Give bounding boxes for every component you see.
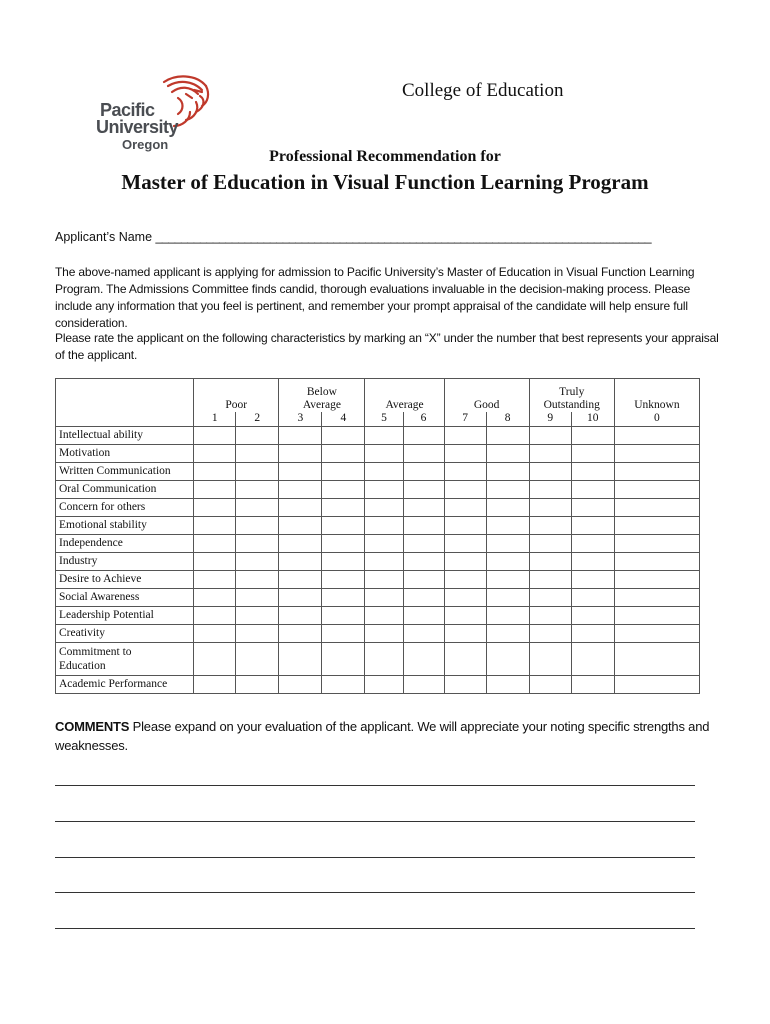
rating-cell[interactable]: [403, 676, 444, 694]
scale-number: 2: [236, 412, 279, 427]
group-header: Average: [365, 379, 444, 413]
rating-cell[interactable]: [194, 571, 236, 589]
scale-number: 5: [365, 412, 403, 427]
rating-cell[interactable]: [529, 625, 571, 643]
rating-cell[interactable]: [614, 481, 699, 499]
rating-cell[interactable]: [403, 463, 444, 481]
rating-cell[interactable]: [529, 517, 571, 535]
rating-cell[interactable]: [444, 625, 486, 643]
rating-cell[interactable]: [194, 643, 236, 676]
rating-cell[interactable]: [194, 553, 236, 571]
rating-cell[interactable]: [486, 427, 529, 445]
rating-cell[interactable]: [614, 445, 699, 463]
rating-cell[interactable]: [529, 571, 571, 589]
scale-number: 7: [444, 412, 486, 427]
logo-line-3: Oregon: [122, 137, 169, 152]
rating-row: [56, 589, 700, 607]
rating-cell[interactable]: [403, 625, 444, 643]
header-blank-cell: [56, 412, 194, 427]
rating-cell[interactable]: [571, 481, 614, 499]
rating-cell[interactable]: [444, 589, 486, 607]
rating-cell[interactable]: [236, 553, 279, 571]
rating-cell[interactable]: [322, 427, 365, 445]
rating-cell[interactable]: [279, 625, 322, 643]
rating-cell[interactable]: [403, 643, 444, 676]
university-logo: [96, 72, 216, 156]
rating-cell[interactable]: [529, 607, 571, 625]
rating-cell[interactable]: [614, 499, 699, 517]
rating-cell[interactable]: [486, 517, 529, 535]
scale-number: 3: [279, 412, 322, 427]
rating-cell[interactable]: [322, 445, 365, 463]
rating-cell[interactable]: [444, 535, 486, 553]
rating-cell[interactable]: [571, 553, 614, 571]
rating-cell[interactable]: [444, 643, 486, 676]
rating-cell[interactable]: [279, 517, 322, 535]
group-header: Below Average: [279, 379, 365, 413]
applicant-name-label: Applicant’s Name: [55, 230, 153, 244]
group-header: Poor: [194, 379, 279, 413]
rating-cell[interactable]: [614, 571, 699, 589]
instruction-paragraph: Please rate the applicant on the following characteristics by marking an “X” under the number that best represents your appraisal of the applicant.: [55, 331, 719, 362]
rating-cell[interactable]: [194, 481, 236, 499]
rating-cell[interactable]: [571, 589, 614, 607]
rating-cell[interactable]: [571, 676, 614, 694]
group-header: Unknown: [614, 379, 699, 413]
rating-cell[interactable]: [236, 607, 279, 625]
rating-cell[interactable]: [365, 625, 403, 643]
rating-cell[interactable]: [279, 481, 322, 499]
rating-cell[interactable]: [279, 571, 322, 589]
rating-cell[interactable]: [194, 535, 236, 553]
rating-cell[interactable]: [614, 589, 699, 607]
rating-cell[interactable]: [322, 589, 365, 607]
rating-cell[interactable]: [571, 445, 614, 463]
rating-cell[interactable]: [236, 517, 279, 535]
rating-cell[interactable]: [279, 607, 322, 625]
rating-cell[interactable]: [403, 553, 444, 571]
rating-cell[interactable]: [194, 463, 236, 481]
rating-row: [56, 463, 700, 481]
rating-cell[interactable]: [571, 499, 614, 517]
scale-number: 6: [403, 412, 444, 427]
rating-cell[interactable]: [486, 499, 529, 517]
rating-cell[interactable]: [194, 499, 236, 517]
rating-cell[interactable]: [365, 517, 403, 535]
rating-cell[interactable]: [403, 517, 444, 535]
logo-line-1: Pacific: [100, 100, 155, 120]
rating-cell[interactable]: [614, 607, 699, 625]
comments-heading: COMMENTS: [55, 719, 130, 734]
rating-cell[interactable]: [444, 463, 486, 481]
characteristic-label: Industry: [56, 553, 194, 571]
rating-cell[interactable]: [365, 589, 403, 607]
rating-cell[interactable]: [365, 553, 403, 571]
rating-cell[interactable]: [279, 676, 322, 694]
rating-rows: [56, 427, 700, 694]
rating-cell[interactable]: [322, 643, 365, 676]
college-name: College of Education: [402, 80, 564, 101]
rating-cell[interactable]: [236, 643, 279, 676]
rating-row: [56, 571, 700, 589]
rating-cell[interactable]: [365, 571, 403, 589]
characteristic-label: Emotional stability: [56, 517, 194, 535]
rating-cell[interactable]: [236, 625, 279, 643]
rating-cell[interactable]: [486, 643, 529, 676]
rating-cell[interactable]: [194, 676, 236, 694]
group-header: Good: [444, 379, 529, 413]
rating-cell[interactable]: [194, 445, 236, 463]
comment-line[interactable]: [55, 785, 695, 786]
header-blank-cell: [56, 379, 194, 413]
rating-row: [56, 481, 700, 499]
rating-cell[interactable]: [279, 427, 322, 445]
comment-line[interactable]: [55, 821, 695, 822]
rating-cell[interactable]: [403, 607, 444, 625]
rating-cell[interactable]: [486, 481, 529, 499]
rating-cell[interactable]: [529, 463, 571, 481]
rating-cell[interactable]: [236, 676, 279, 694]
rating-cell[interactable]: [322, 463, 365, 481]
rating-cell[interactable]: [444, 499, 486, 517]
characteristic-label: Independence: [56, 535, 194, 553]
characteristic-label: Oral Communication: [56, 481, 194, 499]
rating-cell[interactable]: [194, 625, 236, 643]
rating-cell[interactable]: [486, 571, 529, 589]
rating-row: [56, 553, 700, 571]
group-header: Truly Outstanding: [529, 379, 614, 413]
rating-cell[interactable]: [486, 535, 529, 553]
rating-cell[interactable]: [571, 643, 614, 676]
characteristic-label: Academic Performance: [56, 676, 194, 694]
rating-cell[interactable]: [236, 445, 279, 463]
characteristic-label: Commitment to Education: [56, 643, 194, 676]
rating-cell[interactable]: [279, 589, 322, 607]
rating-cell[interactable]: [236, 589, 279, 607]
rating-cell[interactable]: [571, 463, 614, 481]
rating-cell[interactable]: [403, 571, 444, 589]
rating-cell[interactable]: [571, 607, 614, 625]
rating-cell[interactable]: [403, 589, 444, 607]
comments-text: Please expand on your evaluation of the applicant. We will appreciate your noting specific strengths and weaknesses.: [55, 719, 710, 753]
rating-cell[interactable]: [365, 499, 403, 517]
rating-cell[interactable]: [236, 571, 279, 589]
rating-cell[interactable]: [444, 427, 486, 445]
characteristic-label: Social Awareness: [56, 589, 194, 607]
scale-number: 8: [486, 412, 529, 427]
rating-cell[interactable]: [444, 445, 486, 463]
rating-cell[interactable]: [486, 445, 529, 463]
rating-cell[interactable]: [614, 553, 699, 571]
rating-row: [56, 427, 700, 445]
comment-line[interactable]: [55, 892, 695, 893]
rating-row: [56, 643, 700, 676]
applicant-name-row: [55, 230, 651, 244]
rating-cell[interactable]: [614, 625, 699, 643]
rating-cell[interactable]: [279, 499, 322, 517]
rating-cell[interactable]: [529, 589, 571, 607]
rating-cell[interactable]: [571, 517, 614, 535]
characteristic-label: Desire to Achieve: [56, 571, 194, 589]
rating-cell[interactable]: [365, 463, 403, 481]
rating-cell[interactable]: [279, 535, 322, 553]
characteristic-label: Concern for others: [56, 499, 194, 517]
rating-cell[interactable]: [236, 427, 279, 445]
rating-cell[interactable]: [194, 607, 236, 625]
rating-cell[interactable]: [444, 607, 486, 625]
rating-cell[interactable]: [529, 676, 571, 694]
rating-cell[interactable]: [529, 643, 571, 676]
rating-cell[interactable]: [365, 445, 403, 463]
rating-cell[interactable]: [486, 589, 529, 607]
rating-cell[interactable]: [365, 481, 403, 499]
rating-cell[interactable]: [529, 445, 571, 463]
scale-number: 10: [571, 412, 614, 427]
rating-cell[interactable]: [529, 553, 571, 571]
rating-cell[interactable]: [571, 427, 614, 445]
form-subtitle: Professional Recommendation for: [269, 148, 501, 165]
rating-cell[interactable]: [322, 517, 365, 535]
rating-cell[interactable]: [614, 517, 699, 535]
rating-cell[interactable]: [444, 571, 486, 589]
characteristic-label: Written Communication: [56, 463, 194, 481]
rating-row: [56, 535, 700, 553]
intro-paragraph: The above-named applicant is applying for admission to Pacific University’s Master of Education in Visual Function Learning Program. The Admissions Committee finds candid, thorough evaluations invaluable in the decision-making process. Please include any information that you feel is pertinent, and remember your prompt appraisal of the candidate will help ensure full consideration.: [55, 265, 695, 330]
rating-cell[interactable]: [403, 499, 444, 517]
characteristic-label: Intellectual ability: [56, 427, 194, 445]
rating-cell[interactable]: [403, 481, 444, 499]
rating-cell[interactable]: [571, 625, 614, 643]
rating-cell[interactable]: [444, 517, 486, 535]
rating-cell[interactable]: [365, 607, 403, 625]
rating-cell[interactable]: [444, 676, 486, 694]
rating-cell[interactable]: [322, 571, 365, 589]
characteristic-label: Motivation: [56, 445, 194, 463]
rating-cell[interactable]: [322, 535, 365, 553]
rating-cell[interactable]: [365, 676, 403, 694]
rating-cell[interactable]: [486, 553, 529, 571]
rating-cell[interactable]: [279, 445, 322, 463]
rating-cell[interactable]: [444, 481, 486, 499]
characteristic-label: Creativity: [56, 625, 194, 643]
rating-cell[interactable]: [365, 643, 403, 676]
rating-cell[interactable]: [279, 463, 322, 481]
rating-cell[interactable]: [194, 517, 236, 535]
rating-cell[interactable]: [486, 676, 529, 694]
comment-line[interactable]: [55, 928, 695, 929]
rating-row: [56, 676, 700, 694]
rating-cell[interactable]: [322, 676, 365, 694]
rating-cell[interactable]: [614, 676, 699, 694]
rating-cell[interactable]: [571, 535, 614, 553]
rating-cell[interactable]: [236, 481, 279, 499]
scale-number: 1: [194, 412, 236, 427]
form-title: Master of Education in Visual Function Learning Program: [121, 170, 649, 194]
rating-cell[interactable]: [529, 427, 571, 445]
rating-cell[interactable]: [236, 535, 279, 553]
rating-row: [56, 625, 700, 643]
scale-number: 9: [529, 412, 571, 427]
rating-cell[interactable]: [236, 463, 279, 481]
rating-cell[interactable]: [279, 643, 322, 676]
rating-cell[interactable]: [365, 427, 403, 445]
comments-prompt: [55, 717, 715, 755]
characteristic-label: Leadership Potential: [56, 607, 194, 625]
rating-cell[interactable]: [322, 625, 365, 643]
rating-cell[interactable]: [194, 589, 236, 607]
scale-number: 4: [322, 412, 365, 427]
rating-cell[interactable]: [322, 553, 365, 571]
rating-row: [56, 517, 700, 535]
rating-cell[interactable]: [529, 481, 571, 499]
rating-cell[interactable]: [403, 445, 444, 463]
rating-row: [56, 445, 700, 463]
rating-cell[interactable]: [403, 535, 444, 553]
comment-line[interactable]: [55, 857, 695, 858]
rating-cell[interactable]: [236, 499, 279, 517]
rating-cell[interactable]: [486, 463, 529, 481]
rating-cell[interactable]: [403, 427, 444, 445]
rating-cell[interactable]: [322, 499, 365, 517]
rating-row: [56, 607, 700, 625]
applicant-name-field[interactable]: ______________________________________________________________________________: [155, 230, 651, 244]
rating-cell[interactable]: [322, 481, 365, 499]
rating-cell[interactable]: [279, 553, 322, 571]
logo-line-2: University: [96, 117, 179, 137]
rating-cell[interactable]: [614, 463, 699, 481]
rating-cell[interactable]: [194, 427, 236, 445]
rating-cell[interactable]: [614, 535, 699, 553]
rating-cell[interactable]: [529, 535, 571, 553]
rating-cell[interactable]: [614, 427, 699, 445]
rating-cell[interactable]: [529, 499, 571, 517]
rating-cell[interactable]: [365, 535, 403, 553]
rating-cell[interactable]: [444, 553, 486, 571]
rating-cell[interactable]: [571, 571, 614, 589]
rating-cell[interactable]: [486, 625, 529, 643]
rating-cell[interactable]: [322, 607, 365, 625]
scale-number: 0: [614, 412, 699, 427]
rating-cell[interactable]: [614, 643, 699, 676]
rating-cell[interactable]: [486, 607, 529, 625]
ratings-table: [55, 378, 700, 694]
rating-row: [56, 499, 700, 517]
